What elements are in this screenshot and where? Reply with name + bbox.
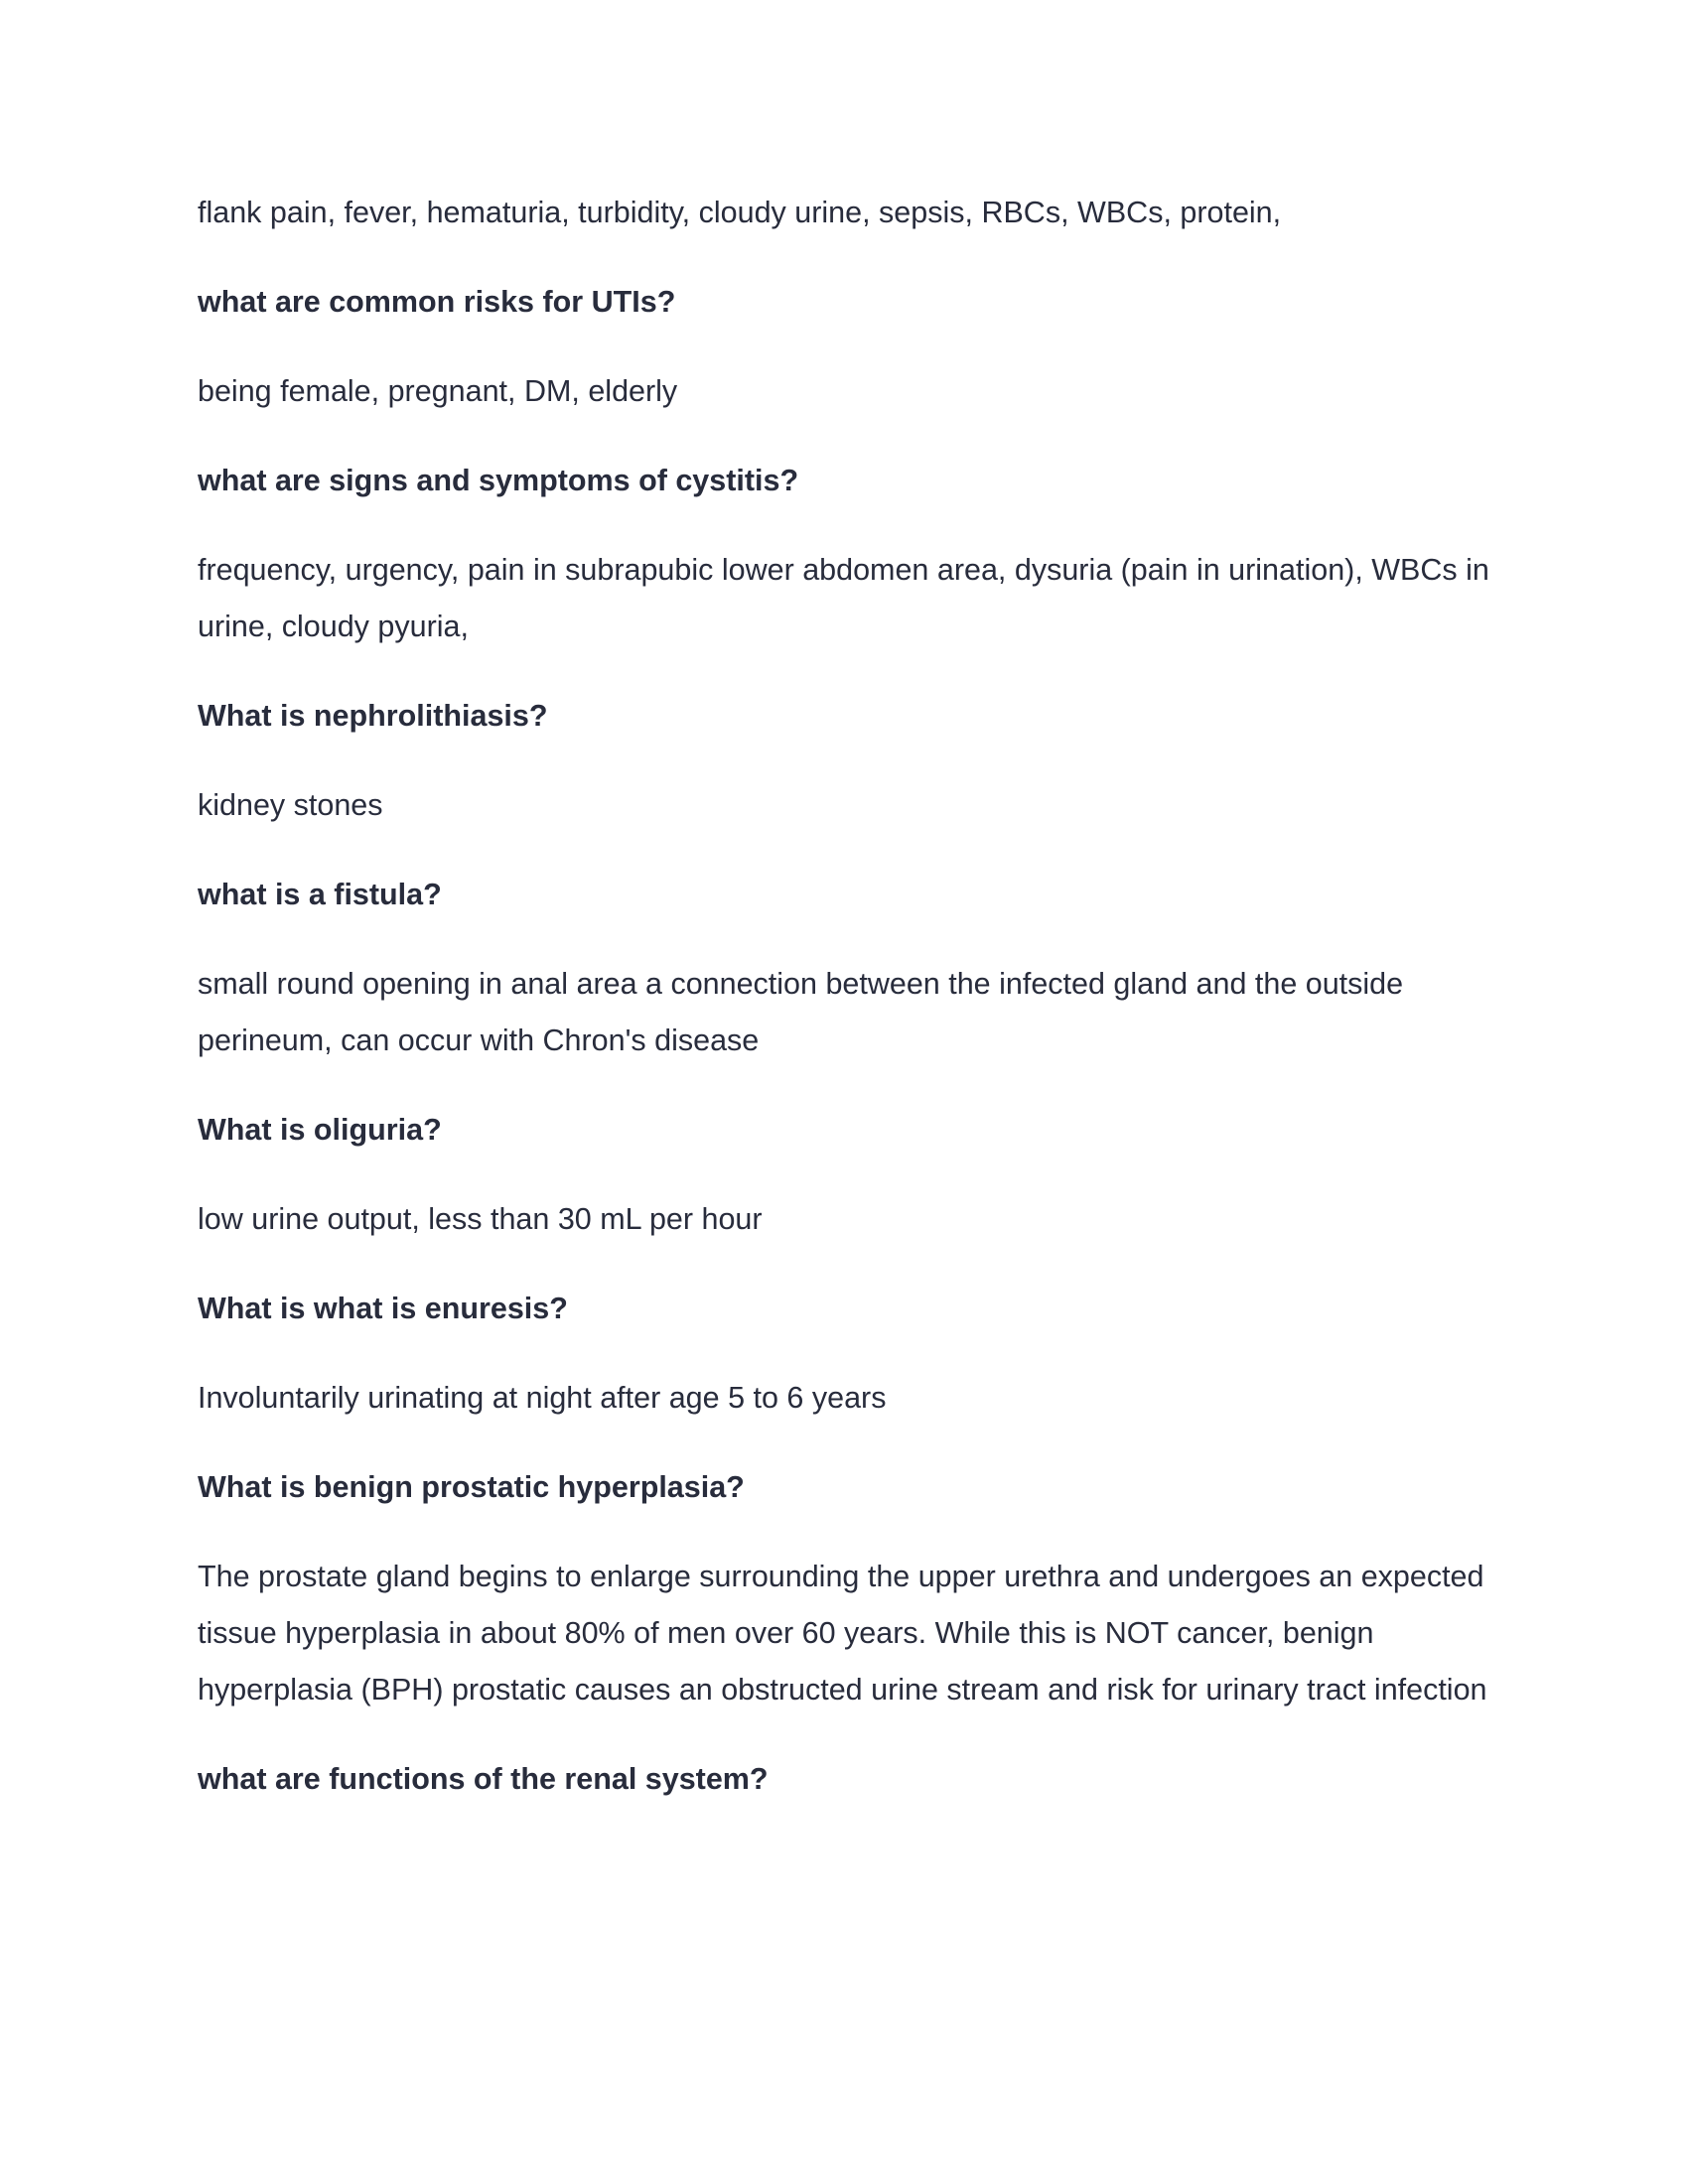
question-heading: what are functions of the renal system? [198,1762,769,1796]
answer-text: low urine output, less than 30 mL per hour [198,1202,763,1236]
question-heading: what are signs and symptoms of cystitis? [198,464,799,497]
answer-text: The prostate gland begins to enlarge surrounding the upper urethra and undergoes an expected tissue hyperplasia in about 80% of men over 60 years. While this is NOT cancer, benign hyperplasia (BPH) prostatic causes an obstructed urine stream and risk for urinary tract infection [198,1560,1487,1706]
question-heading: What is nephrolithiasis? [198,699,548,733]
answer-text: kidney stones [198,788,383,822]
answer-text: Involuntarily urinating at night after age 5 to 6 years [198,1381,887,1415]
answer-text: small round opening in anal area a connection between the infected gland and the outside perineum, can occur with Chron's disease [198,967,1404,1057]
document-page [198,185,1498,1841]
answer-text: frequency, urgency, pain in subrapubic lower abdomen area, dysuria (pain in urination), WBCs in urine, cloudy pyuria, [198,553,1489,643]
question-heading: What is what is enuresis? [198,1292,568,1325]
answer-text: flank pain, fever, hematuria, turbidity, cloudy urine, sepsis, RBCs, WBCs, protein, [198,196,1282,229]
question-heading: what are common risks for UTIs? [198,285,676,319]
question-heading: what is a fistula? [198,878,442,911]
answer-text: being female, pregnant, DM, elderly [198,374,678,408]
question-heading: What is benign prostatic hyperplasia? [198,1470,745,1504]
question-heading: What is oliguria? [198,1113,442,1147]
